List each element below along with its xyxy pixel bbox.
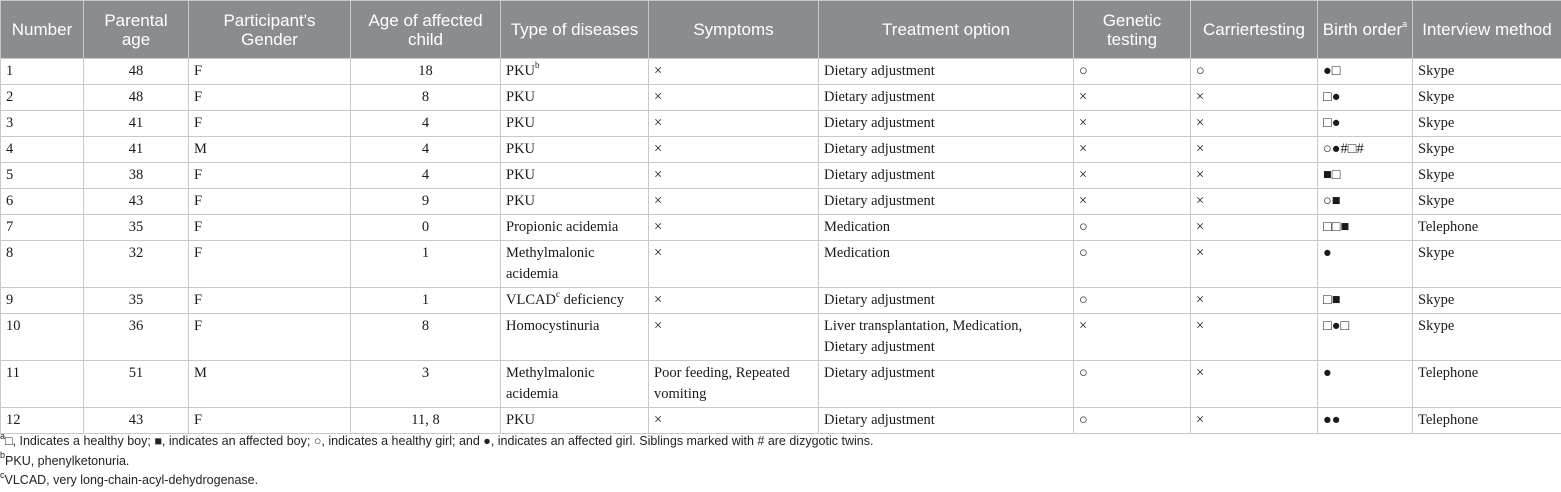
cell-genetic-testing: ×: [1074, 85, 1191, 111]
cell-number: 2: [1, 85, 84, 111]
cell-symptoms: ×: [649, 59, 819, 85]
cell-birth-order: ●: [1318, 361, 1413, 408]
cell-symptoms: ×: [649, 288, 819, 314]
cell-carrier-testing: ×: [1191, 361, 1318, 408]
table-row: [1, 288, 1561, 314]
cell-parental-age: 41: [84, 137, 189, 163]
cell-gender: F: [189, 59, 351, 85]
cell-birth-order: ●: [1318, 241, 1413, 288]
header-carrier-testing: Carriertesting: [1191, 1, 1318, 59]
cell-interview-method: Skype: [1413, 314, 1561, 361]
cell-parental-age: 43: [84, 408, 189, 434]
cell-parental-age: 41: [84, 111, 189, 137]
cell-interview-method: Telephone: [1413, 361, 1561, 408]
cell-parental-age: 36: [84, 314, 189, 361]
footnote-mark: c: [555, 289, 560, 300]
cell-number: 12: [1, 408, 84, 434]
cell-disease: PKU: [501, 408, 649, 434]
header-interview-method: Interview method: [1413, 1, 1561, 59]
cell-carrier-testing: ×: [1191, 137, 1318, 163]
table-row: [1, 111, 1561, 137]
cell-disease: PKU: [501, 189, 649, 215]
table-row: [1, 85, 1561, 111]
cell-gender: F: [189, 163, 351, 189]
footnote-mark: a: [1402, 19, 1408, 30]
cell-treatment: Dietary adjustment: [819, 361, 1074, 408]
header-number: Number: [1, 1, 84, 59]
cell-interview-method: Skype: [1413, 59, 1561, 85]
cell-child-age: 8: [351, 85, 501, 111]
cell-interview-method: Skype: [1413, 189, 1561, 215]
cell-birth-order: ●□: [1318, 59, 1413, 85]
cell-child-age: 4: [351, 111, 501, 137]
cell-treatment: Dietary adjustment: [819, 111, 1074, 137]
cell-symptoms: ×: [649, 408, 819, 434]
cell-interview-method: Skype: [1413, 163, 1561, 189]
table-row: [1, 361, 1561, 408]
table-row: [1, 215, 1561, 241]
cell-interview-method: Skype: [1413, 111, 1561, 137]
footnote-a: $^a$□, Indicates a healthy boy; ■, indicates an affected boy; ○, indicates a healthy girl; and ●, indicates an affected girl. Siblings marked with # are dizygotic twins.: [0, 430, 874, 448]
cell-disease: VLCAD$^c$ deficiency: [501, 288, 649, 314]
cell-treatment: Dietary adjustment: [819, 59, 1074, 85]
cell-number: 3: [1, 111, 84, 137]
cell-carrier-testing: ×: [1191, 111, 1318, 137]
cell-parental-age: 48: [84, 85, 189, 111]
cell-birth-order: ○■: [1318, 189, 1413, 215]
cell-gender: M: [189, 361, 351, 408]
cell-number: 6: [1, 189, 84, 215]
cell-disease: PKU: [501, 163, 649, 189]
cell-birth-order: □□■: [1318, 215, 1413, 241]
cell-genetic-testing: ○: [1074, 215, 1191, 241]
table-body: [1, 59, 1561, 434]
cell-parental-age: 43: [84, 189, 189, 215]
cell-genetic-testing: ○: [1074, 288, 1191, 314]
cell-number: 1: [1, 59, 84, 85]
cell-carrier-testing: ×: [1191, 241, 1318, 288]
cell-child-age: 4: [351, 137, 501, 163]
cell-treatment: Dietary adjustment: [819, 137, 1074, 163]
footnote-b: $^b$PKU, phenylketonuria.: [0, 450, 130, 468]
header-genetic-testing: Genetic testing: [1074, 1, 1191, 59]
cell-symptoms: ×: [649, 137, 819, 163]
cell-interview-method: Skype: [1413, 288, 1561, 314]
cell-carrier-testing: ×: [1191, 189, 1318, 215]
table-row: [1, 314, 1561, 361]
cell-birth-order: □●□: [1318, 314, 1413, 361]
cell-genetic-testing: ×: [1074, 163, 1191, 189]
cell-genetic-testing: ○: [1074, 408, 1191, 434]
cell-disease: Methylmalonic acidemia: [501, 361, 649, 408]
cell-birth-order: ○●#□#: [1318, 137, 1413, 163]
cell-disease: PKU: [501, 111, 649, 137]
cell-number: 4: [1, 137, 84, 163]
cell-gender: F: [189, 314, 351, 361]
cell-interview-method: Skype: [1413, 137, 1561, 163]
cell-symptoms: ×: [649, 215, 819, 241]
cell-number: 5: [1, 163, 84, 189]
cell-child-age: 1: [351, 241, 501, 288]
cell-child-age: 9: [351, 189, 501, 215]
cell-gender: F: [189, 111, 351, 137]
footnote-c: $^c$VLCAD, very long-chain-acyl-dehydrogenase.: [0, 469, 259, 487]
cell-number: 11: [1, 361, 84, 408]
table-row: [1, 189, 1561, 215]
cell-symptoms: ×: [649, 85, 819, 111]
cell-carrier-testing: ×: [1191, 408, 1318, 434]
cell-treatment: Dietary adjustment: [819, 85, 1074, 111]
cell-disease: PKU: [501, 85, 649, 111]
cell-gender: F: [189, 85, 351, 111]
cell-symptoms: ×: [649, 163, 819, 189]
header-row: [1, 1, 1561, 59]
cell-carrier-testing: ×: [1191, 288, 1318, 314]
cell-interview-method: Telephone: [1413, 215, 1561, 241]
cell-number: 9: [1, 288, 84, 314]
cell-genetic-testing: ○: [1074, 361, 1191, 408]
cell-treatment: Medication: [819, 241, 1074, 288]
cell-interview-method: Telephone: [1413, 408, 1561, 434]
cell-parental-age: 35: [84, 215, 189, 241]
cell-child-age: 0: [351, 215, 501, 241]
cell-interview-method: Skype: [1413, 85, 1561, 111]
cell-child-age: 18: [351, 59, 501, 85]
cell-symptoms: ×: [649, 111, 819, 137]
cell-symptoms: ×: [649, 314, 819, 361]
cell-treatment: Dietary adjustment: [819, 163, 1074, 189]
cell-disease: Propionic acidemia: [501, 215, 649, 241]
cell-disease: PKU$^b$: [501, 59, 649, 85]
footnote-mark: b: [535, 60, 540, 71]
cell-parental-age: 51: [84, 361, 189, 408]
footnotes: [0, 432, 873, 491]
cell-gender: F: [189, 241, 351, 288]
cell-birth-order: □●: [1318, 111, 1413, 137]
cell-child-age: 3: [351, 361, 501, 408]
cell-genetic-testing: ×: [1074, 111, 1191, 137]
cell-symptoms: Poor feeding, Repeated vomiting: [649, 361, 819, 408]
cell-treatment: Dietary adjustment: [819, 288, 1074, 314]
table-row: [1, 241, 1561, 288]
cell-gender: F: [189, 189, 351, 215]
cell-treatment: Medication: [819, 215, 1074, 241]
header-parental-age: Parental age: [84, 1, 189, 59]
table-row: [1, 163, 1561, 189]
cell-gender: F: [189, 288, 351, 314]
cell-birth-order: ●●: [1318, 408, 1413, 434]
cell-genetic-testing: ×: [1074, 137, 1191, 163]
cell-child-age: 11, 8: [351, 408, 501, 434]
header-gender: Participant's Gender: [189, 1, 351, 59]
table-row: [1, 59, 1561, 85]
cell-carrier-testing: ×: [1191, 314, 1318, 361]
cell-genetic-testing: ×: [1074, 314, 1191, 361]
cell-carrier-testing: ×: [1191, 215, 1318, 241]
cell-symptoms: ×: [649, 189, 819, 215]
cell-carrier-testing: ×: [1191, 163, 1318, 189]
cell-parental-age: 48: [84, 59, 189, 85]
cell-gender: F: [189, 215, 351, 241]
cell-disease: Methylmalonic acidemia: [501, 241, 649, 288]
cell-disease: Homocystinuria: [501, 314, 649, 361]
table-row: [1, 408, 1561, 434]
cell-parental-age: 32: [84, 241, 189, 288]
cell-treatment: Dietary adjustment: [819, 408, 1074, 434]
cell-parental-age: 35: [84, 288, 189, 314]
cell-treatment: Dietary adjustment: [819, 189, 1074, 215]
header-disease: Type of diseases: [501, 1, 649, 59]
cell-number: 8: [1, 241, 84, 288]
cell-gender: F: [189, 408, 351, 434]
cell-symptoms: ×: [649, 241, 819, 288]
header-treatment: Treatment option: [819, 1, 1074, 59]
cell-number: 10: [1, 314, 84, 361]
cell-carrier-testing: ○: [1191, 59, 1318, 85]
cell-disease: PKU: [501, 137, 649, 163]
cell-child-age: 4: [351, 163, 501, 189]
header-birth-order: Birth order$^a$: [1318, 1, 1413, 59]
cell-number: 7: [1, 215, 84, 241]
cell-parental-age: 38: [84, 163, 189, 189]
cell-treatment: Liver transplantation, Medication, Dietary adjustment: [819, 314, 1074, 361]
cell-genetic-testing: ×: [1074, 189, 1191, 215]
cell-gender: M: [189, 137, 351, 163]
cell-genetic-testing: ○: [1074, 241, 1191, 288]
cell-carrier-testing: ×: [1191, 85, 1318, 111]
header-symptoms: Symptoms: [649, 1, 819, 59]
cell-birth-order: □■: [1318, 288, 1413, 314]
cell-child-age: 8: [351, 314, 501, 361]
cell-interview-method: Skype: [1413, 241, 1561, 288]
cell-child-age: 1: [351, 288, 501, 314]
cell-birth-order: ■□: [1318, 163, 1413, 189]
header-child-age: Age of affected child: [351, 1, 501, 59]
table-row: [1, 137, 1561, 163]
cell-genetic-testing: ○: [1074, 59, 1191, 85]
cell-birth-order: □●: [1318, 85, 1413, 111]
